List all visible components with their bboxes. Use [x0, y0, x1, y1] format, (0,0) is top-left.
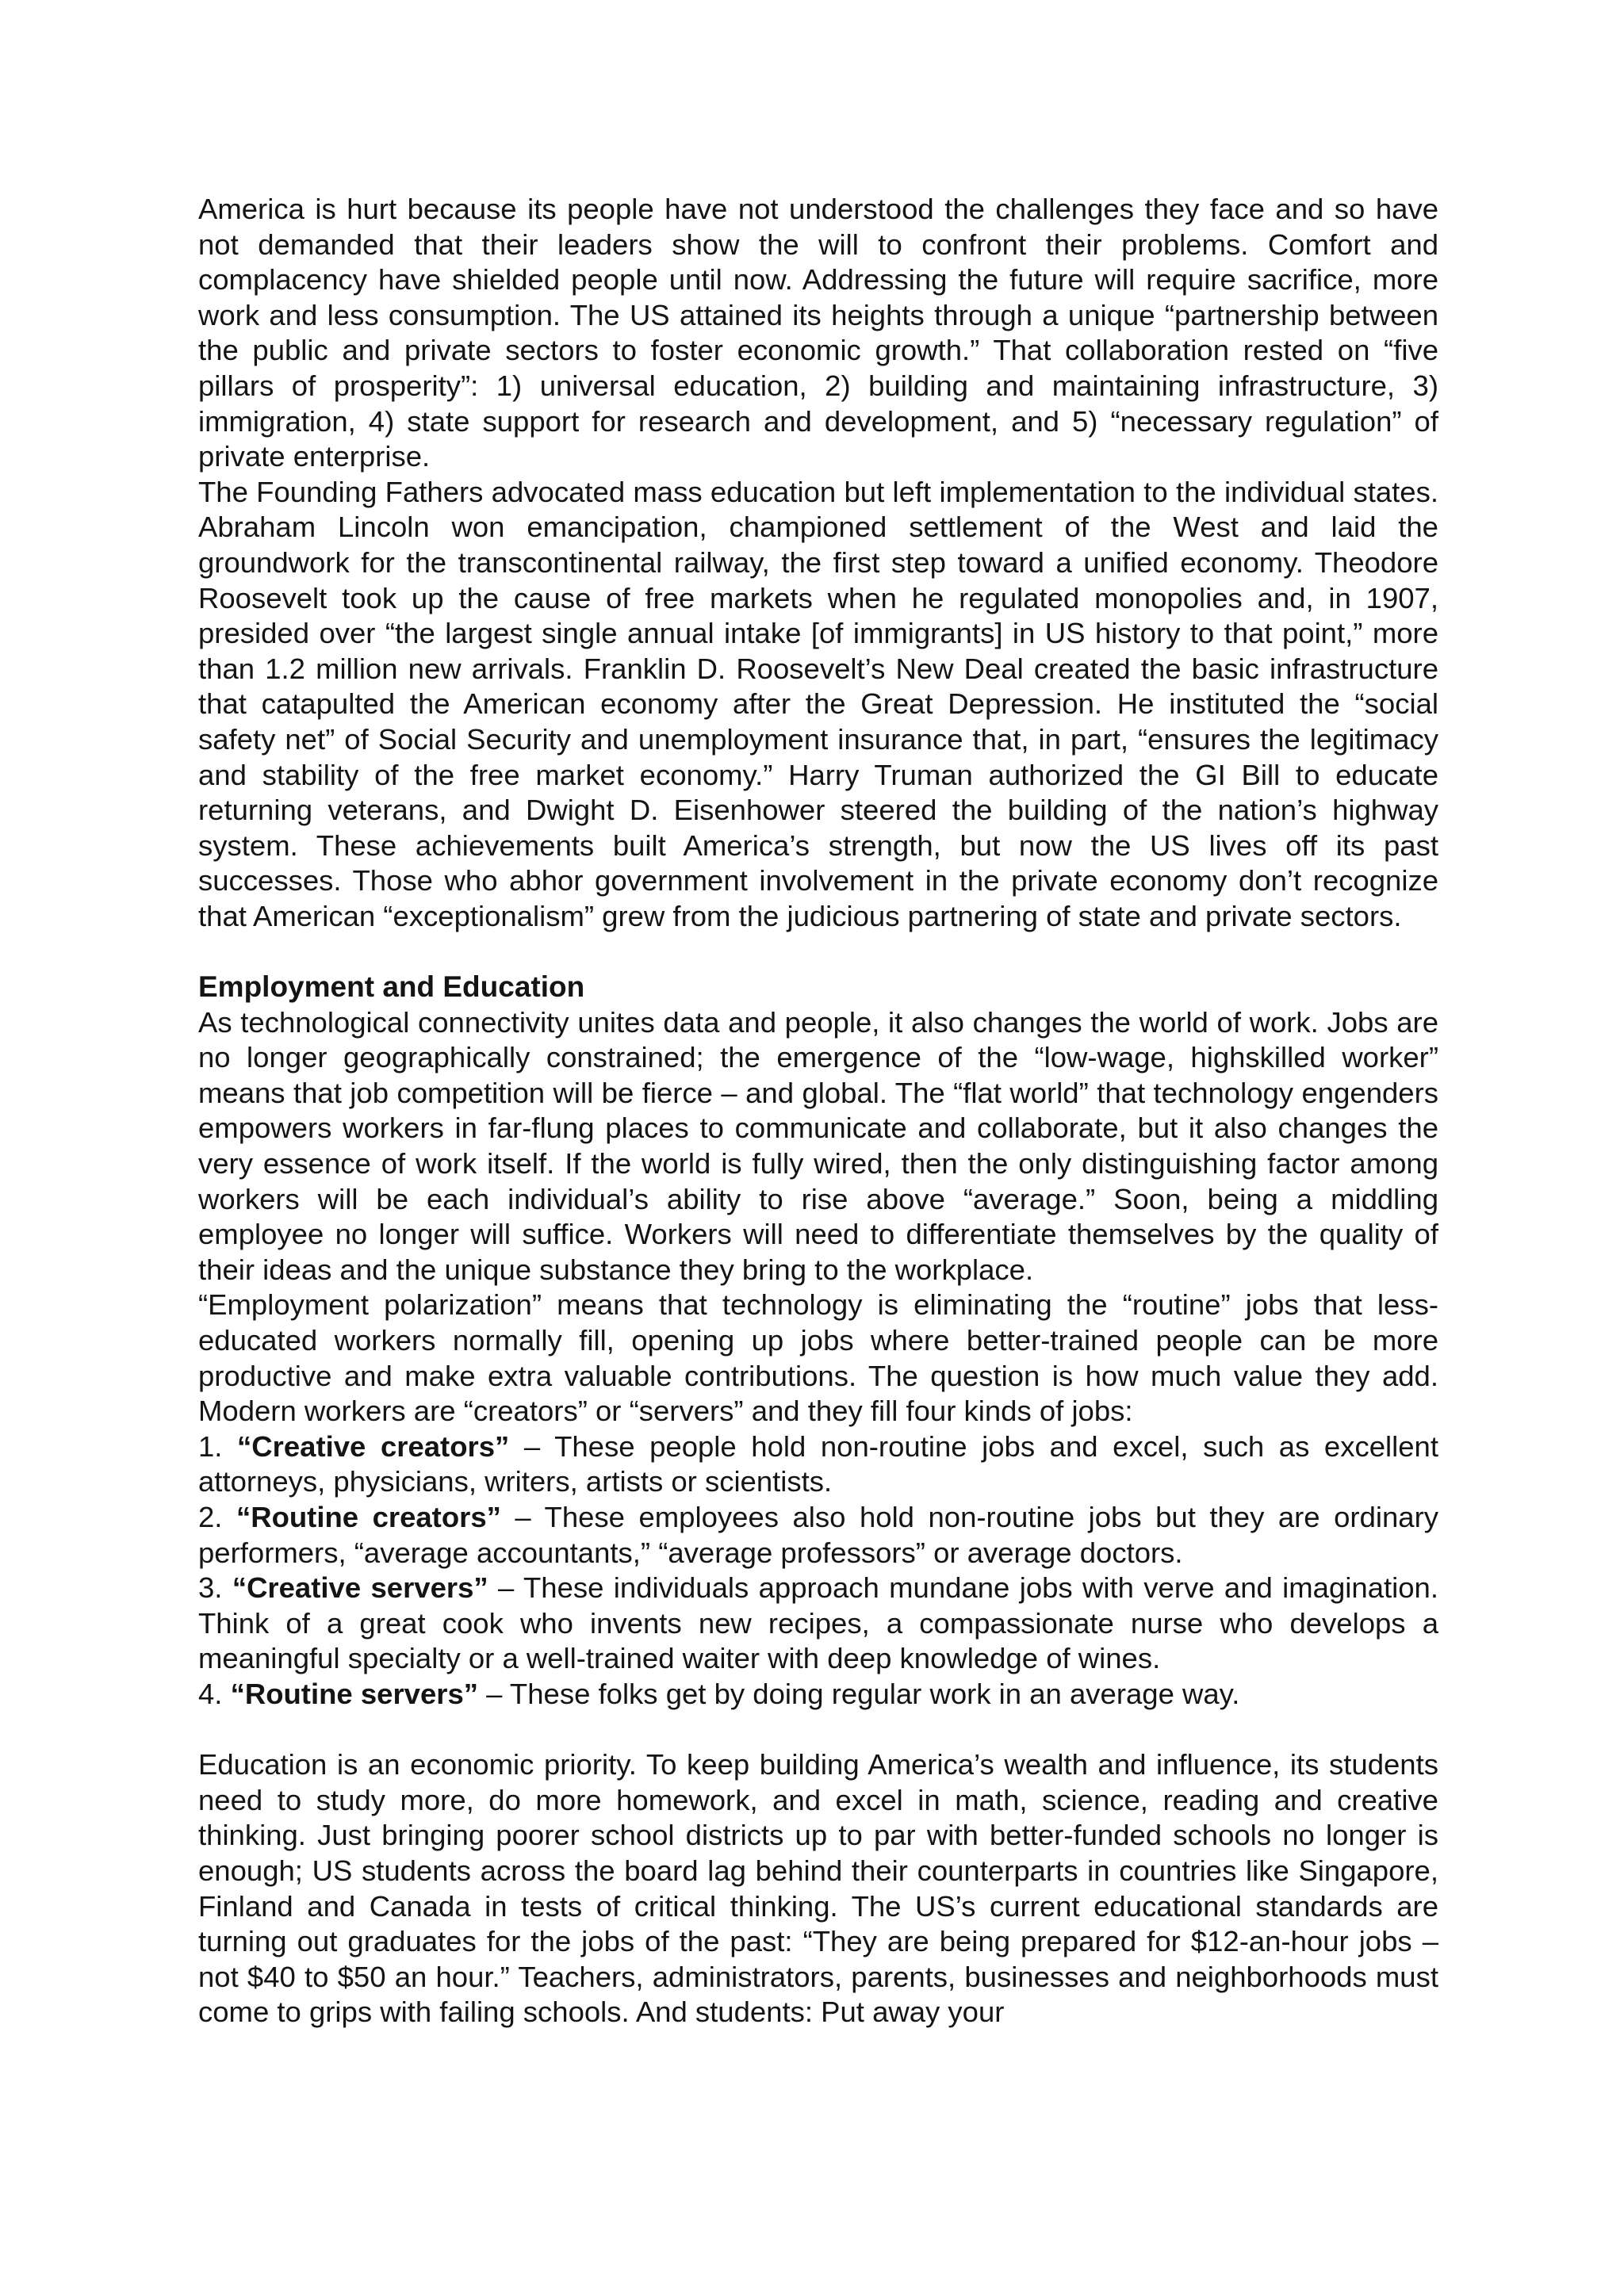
- list-text: – These folks get by doing regular work in an average way.: [478, 1677, 1240, 1710]
- paragraph-polarization: “Employment polarization” means that technology is eliminating the “routine” jobs that less-educated workers normally fill, opening up jobs where better-trained people can be more productive and make extra valuable contributions. The question is how much value they add. Modern workers are “creators” or “servers” and they fill four kinds of jobs:: [198, 1288, 1438, 1428]
- paragraph-connectivity: As technological connectivity unites data and people, it also changes the world of work. Jobs are no longer geographically constrained; the emergence of the “low-wage, highskilled worker” means that job competition will be fierce – and global. The “flat world” that technology engenders empowers workers in far-flung places to communicate and collaborate, but it also changes the very essence of work itself. If the world is fully wired, then the only distinguishing factor among workers will be each individual’s ability to rise above “average.” Soon, being a middling employee no longer will suffice. Workers will need to differentiate themselves by the quality of their ideas and the unique substance they bring to the workplace.: [198, 1005, 1438, 1286]
- paragraph-gap: [198, 934, 1438, 970]
- list-text: – These individuals approach mundane jobs with verve and imagination. Think of a great cook who invents new recipes, a compassionate nurse who develops a meaningful specialty or a well-trained waiter with deep knowledge of wines.: [198, 1571, 1438, 1675]
- document-page: [198, 192, 1438, 2030]
- list-item-routine-creators: [198, 1500, 1438, 1571]
- list-number: 3.: [198, 1571, 223, 1605]
- paragraph-education-priority: Education is an economic priority. To keep building America’s wealth and influence, its students need to study more, do more homework, and excel in math, science, reading and creative thinking. Just bringing poorer school districts up to par with better-funded schools no longer is enough; US students across the board lag behind their counterparts in countries like Singapore, Finland and Canada in tests of critical thinking. The US’s current educational standards are turning out graduates for the jobs of the past: “They are being prepared for $12-an-hour jobs – not $40 to $50 an hour.” Teachers, administrators, parents, businesses and neighborhoods must come to grips with failing schools. And students: Put away your: [198, 1748, 1438, 2029]
- section-heading: Employment and Education: [198, 970, 585, 1004]
- paragraph-gap: [198, 1712, 1438, 1748]
- list-label: “Creative creators”: [237, 1429, 510, 1463]
- list-number: 1.: [198, 1429, 223, 1463]
- list-text: – These people hold non-routine jobs and excel, such as excellent attorneys, physicians, writers, artists or scientists.: [198, 1429, 1438, 1498]
- list-item-creative-creators: [198, 1429, 1438, 1500]
- list-label: “Creative servers”: [232, 1571, 488, 1605]
- paragraph-five-pillars: America is hurt because its people have not understood the challenges they face and so have not demanded that their leaders show the will to confront their problems. Comfort and complacency have shielded people until now. Addressing the future will require sacrifice, more work and less consumption. The US attained its heights through a unique “partnership between the public and private sectors to foster economic growth.” That collaboration rested on “five pillars of prosperity”: 1) universal education, 2) building and maintaining infrastructure, 3) immigration, 4) state support for research and development, and 5) “necessary regulation” of private enterprise.: [198, 193, 1438, 473]
- paragraph-history: The Founding Fathers advocated mass education but left implementation to the individual states. Abraham Lincoln won emancipation, championed settlement of the West and laid the groundwork for the transcontinental railway, the first step toward a unified economy. Theodore Roosevelt took up the cause of free markets when he regulated monopolies and, in 1907, presided over “the largest single annual intake [of immigrants] in US history to that point,” more than 1.2 million new arrivals. Franklin D. Roosevelt’s New Deal created the basic infrastructure that catapulted the American economy after the Great Depression. He instituted the “social safety net” of Social Security and unemployment insurance that, in part, “ensures the legitimacy and stability of the free market economy.” Harry Truman authorized the GI Bill to educate returning veterans, and Dwight D. Eisenhower steered the building of the nation’s highway system. These achievements built America’s strength, but now the US lives off its past successes. Those who abhor government involvement in the private economy don’t recognize that American “exceptionalism” grew from the judicious partnering of state and private sectors.: [198, 475, 1438, 932]
- list-label: “Routine creators”: [236, 1500, 501, 1533]
- list-text: – These employees also hold non-routine jobs but they are ordinary performers, “average accountants,” “average professors” or average doctors.: [198, 1500, 1438, 1569]
- list-number: 4.: [198, 1677, 223, 1710]
- list-item-creative-servers: [198, 1571, 1438, 1677]
- list-item-routine-servers: [198, 1677, 1438, 1712]
- list-label: “Routine servers”: [230, 1677, 478, 1710]
- list-number: 2.: [198, 1500, 223, 1533]
